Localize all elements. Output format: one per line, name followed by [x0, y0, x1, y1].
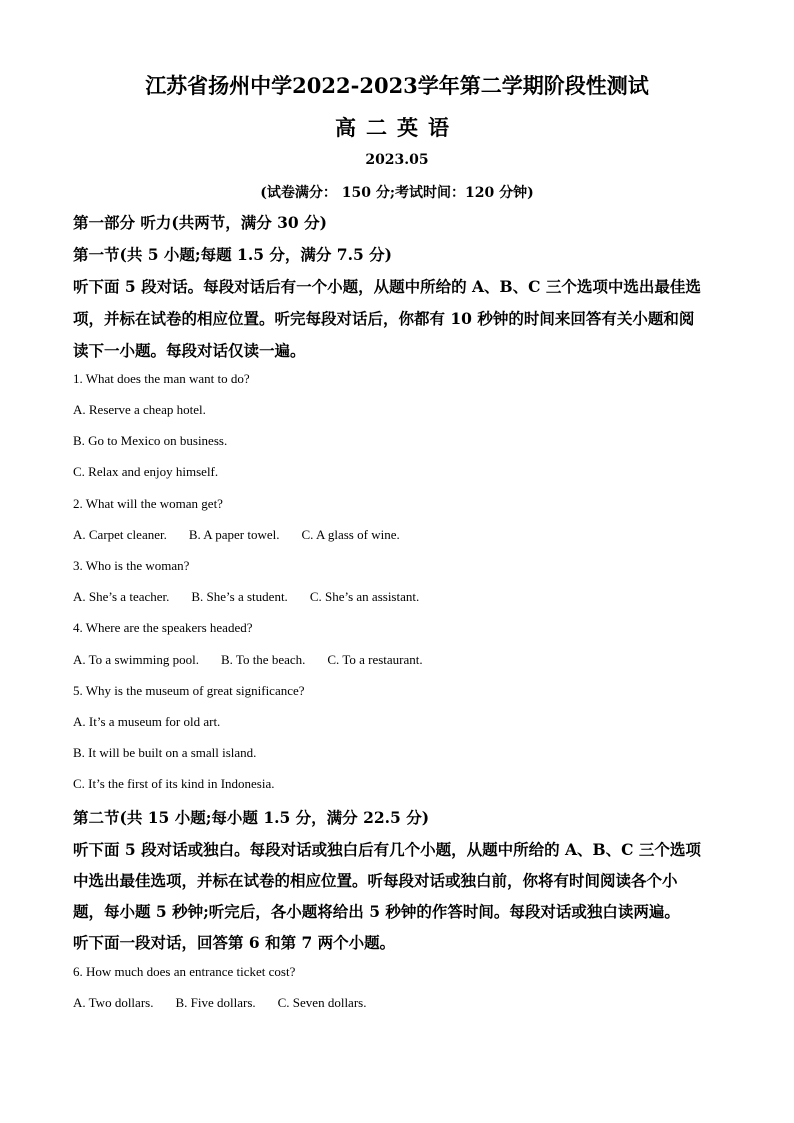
- exam-date: 2023.05: [365, 152, 429, 168]
- section2-instruction-line: 题，每小题 5 秒钟;听完后，各小题将给出 5 秒钟的作答时间。每段对话或独白读两遍。: [73, 902, 680, 921]
- answer-option: B. Go to Mexico on business.: [73, 433, 228, 448]
- answer-option: C. It’s the first of its kind in Indonesia.: [73, 776, 275, 791]
- section2-instruction-line: 听下面 5 段对话或独白。每段对话或独白后有几个小题，从题中所给的 A、B、C 三个选项: [73, 840, 701, 859]
- answer-option: A. Carpet cleaner.: [73, 527, 167, 542]
- answer-option: B. It will be built on a small island.: [73, 745, 257, 760]
- answer-option: B. To the beach.: [220, 652, 306, 667]
- answer-option: B. She’s a student.: [191, 589, 288, 604]
- answer-option: C. Seven dollars.: [277, 995, 367, 1010]
- options-row: [73, 995, 733, 1011]
- answer-option: A. To a swimming pool.: [73, 652, 199, 667]
- answer-option: A. Reserve a cheap hotel.: [73, 402, 206, 417]
- question-text: 2. What will the woman get?: [73, 496, 223, 511]
- question-text: 1. What does the man want to do?: [73, 371, 250, 386]
- answer-option: C. Relax and enjoy himself.: [73, 464, 219, 479]
- question-text: 5. Why is the museum of great significance?: [73, 683, 305, 698]
- answer-option: A. Two dollars.: [73, 995, 154, 1010]
- question-text: 3. Who is the woman?: [73, 558, 190, 573]
- options-row: [73, 527, 733, 543]
- answer-option: C. To a restaurant.: [327, 652, 423, 667]
- section1-title: 第一节(共 5 小题;每题 1.5 分，满分 7.5 分): [73, 245, 392, 264]
- answer-option: A. She’s a teacher.: [73, 589, 170, 604]
- answer-option: B. A paper towel.: [188, 527, 280, 542]
- section1-instruction-line: 读下一小题。每段对话仅读一遍。: [73, 341, 306, 360]
- part1-title: 第一部分 听力(共两节，满分 30 分): [73, 213, 327, 232]
- question-text: 4. Where are the speakers headed?: [73, 620, 253, 635]
- subject-title: 高二英语: [335, 115, 459, 140]
- section2-instruction-line: 中选出最佳选项，并标在试卷的相应位置。听每段对话或独白前，你将有时间阅读各个小: [73, 871, 678, 890]
- options-row: [73, 652, 733, 668]
- section2-title: 第二节(共 15 小题;每小题 1.5 分，满分 22.5 分): [73, 808, 430, 827]
- section1-instruction-line: 听下面 5 段对话。每段对话后有一个小题，从题中所给的 A、B、C 三个选项中选出最佳选: [73, 277, 701, 296]
- section2-instruction-line: 听下面一段对话，回答第 6 和第 7 两个小题。: [73, 933, 396, 952]
- question-text: 6. How much does an entrance ticket cost?: [73, 964, 296, 979]
- school-title: 江苏省扬州中学2022-2023学年第二学期阶段性测试: [145, 73, 649, 98]
- options-row: [73, 589, 733, 605]
- exam-info: (试卷满分： 150 分;考试时间：120 分钟): [260, 185, 534, 201]
- answer-option: C. A glass of wine.: [301, 527, 400, 542]
- section1-instruction-line: 项，并标在试卷的相应位置。听完每段对话后，你都有 10 秒钟的时间来回答有关小题和阅: [73, 309, 695, 328]
- answer-option: C. She’s an assistant.: [309, 589, 420, 604]
- answer-option: A. It’s a museum for old art.: [73, 714, 221, 729]
- answer-option: B. Five dollars.: [175, 995, 256, 1010]
